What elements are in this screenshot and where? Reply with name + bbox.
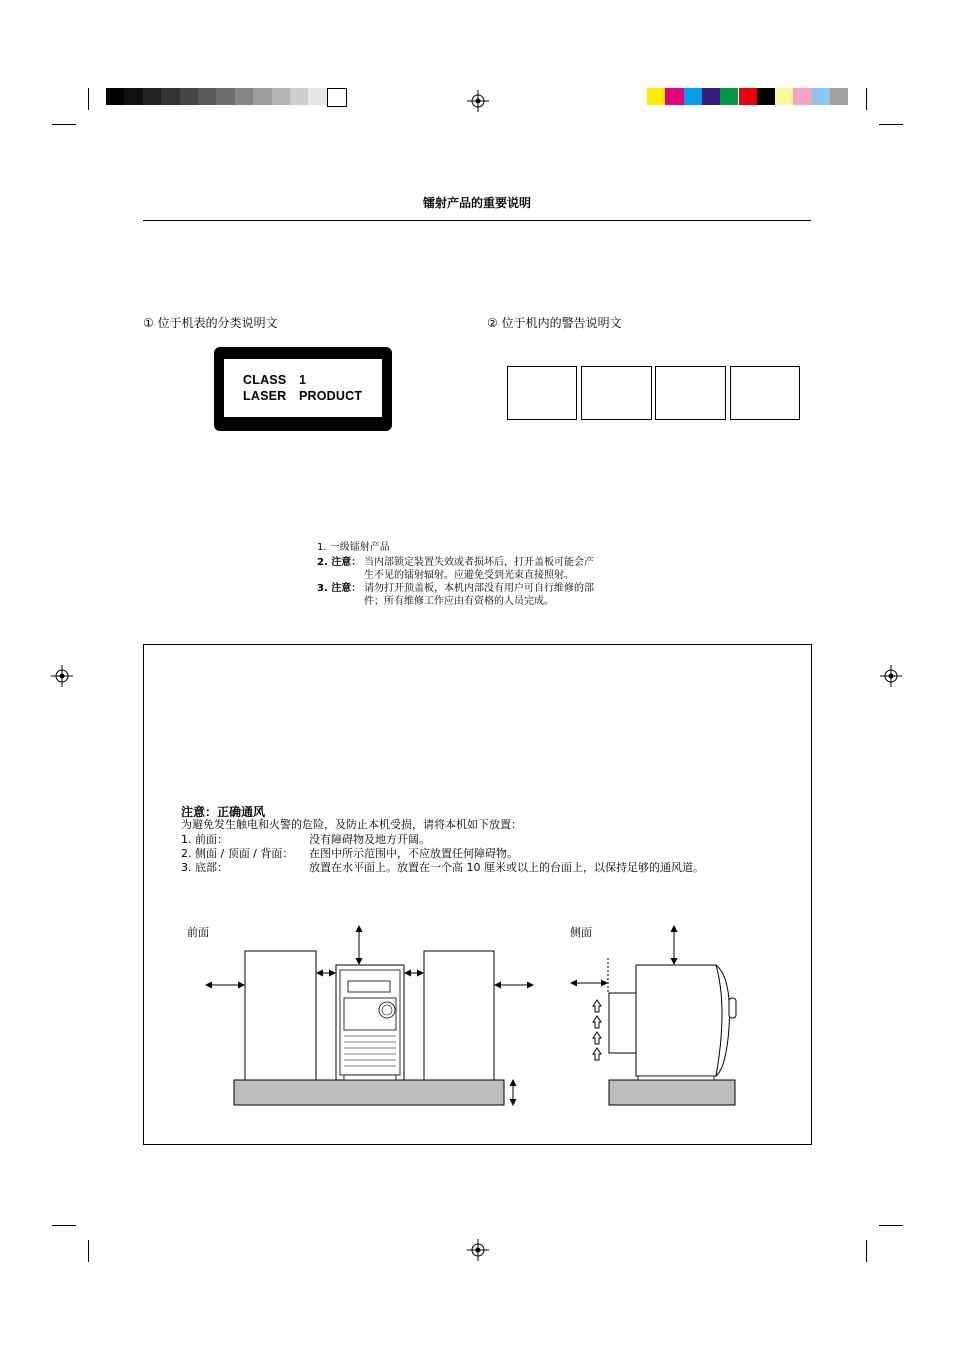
label-class-number: 1 [299, 373, 307, 387]
ventilation-item-text: 没有障碍物及地方开阔。 [309, 833, 430, 846]
ventilation-item-label: 2. 侧面 / 顶面 / 背面： [181, 847, 294, 860]
gray-swatch [216, 88, 234, 105]
color-swatch [830, 88, 848, 105]
color-swatch [647, 88, 665, 105]
gray-swatch [235, 88, 253, 105]
registration-target-icon [467, 1239, 489, 1261]
side-clearance-diagram [566, 918, 742, 1110]
warning-label-box [581, 366, 652, 420]
warning-label-box [730, 366, 800, 420]
label-product: PRODUCT [299, 389, 363, 403]
diagram-side-label: 侧面 [570, 926, 592, 939]
color-swatch [720, 88, 738, 105]
gray-swatch [180, 88, 198, 105]
gray-swatch [143, 88, 161, 105]
page-title: 镭射产品的重要说明 [422, 196, 531, 210]
label-class: CLASS [243, 373, 287, 387]
note-2-head: 2. 注意： [317, 557, 362, 568]
color-swatch [665, 88, 683, 105]
color-swatch [757, 88, 775, 105]
title-rule [143, 220, 811, 221]
color-swatch [702, 88, 720, 105]
front-clearance-diagram [190, 918, 540, 1110]
warning-label-box [507, 366, 577, 420]
label-laser: LASER [243, 389, 287, 403]
gray-swatch [198, 88, 216, 105]
ventilation-title: 注意：正确通风 [181, 805, 266, 819]
gray-swatch [272, 88, 290, 105]
ventilation-item-label: 1. 前面： [181, 833, 228, 846]
color-swatch [775, 88, 793, 105]
gray-swatch [327, 88, 347, 107]
warning-label-box [655, 366, 726, 420]
color-swatch [812, 88, 830, 105]
note-2-line2: 生不见的镭射辐射。应避免受到光束直接照射。 [364, 570, 574, 581]
section1-caption: ① 位于机表的分类说明文 [143, 316, 278, 330]
section2-caption: ② 位于机内的警告说明文 [487, 316, 622, 330]
registration-target-icon [467, 90, 489, 112]
registration-target-icon [51, 665, 73, 687]
diagram-front-label: 前面 [187, 926, 209, 939]
color-swatch [739, 88, 757, 105]
gray-swatch [124, 88, 142, 105]
note-3-line1: 请勿打开顶盖板，本机内部没有用户可自行维修的部 [364, 583, 594, 594]
ventilation-item-text: 在图中所示范围中，不应放置任何障碍物。 [309, 847, 518, 860]
gray-swatch [290, 88, 308, 105]
ventilation-item-text: 放置在水平面上。放置在一个高 10 厘米或以上的台面上，以保持足够的通风道。 [309, 861, 704, 874]
registration-target-icon [880, 665, 902, 687]
color-swatch [793, 88, 811, 105]
gray-swatch [106, 88, 124, 105]
gray-swatch [253, 88, 271, 105]
note-1: 1. 一级镭射产品 [317, 542, 390, 553]
color-swatch [684, 88, 702, 105]
note-3-line2: 件；所有维修工作应由有资格的人员完成。 [364, 596, 554, 607]
note-2-line1: 当内部锁定装置失效或者损坏后，打开盖板可能会产 [364, 557, 594, 568]
ventilation-item-label: 3. 底部： [181, 861, 228, 874]
class1-laser-label [214, 347, 392, 431]
gray-swatch [308, 88, 326, 105]
note-3-head: 3. 注意： [317, 583, 362, 594]
ventilation-intro: 为避免发生触电和火警的危险，及防止本机受损，请将本机如下放置： [181, 818, 522, 831]
gray-swatch [161, 88, 179, 105]
